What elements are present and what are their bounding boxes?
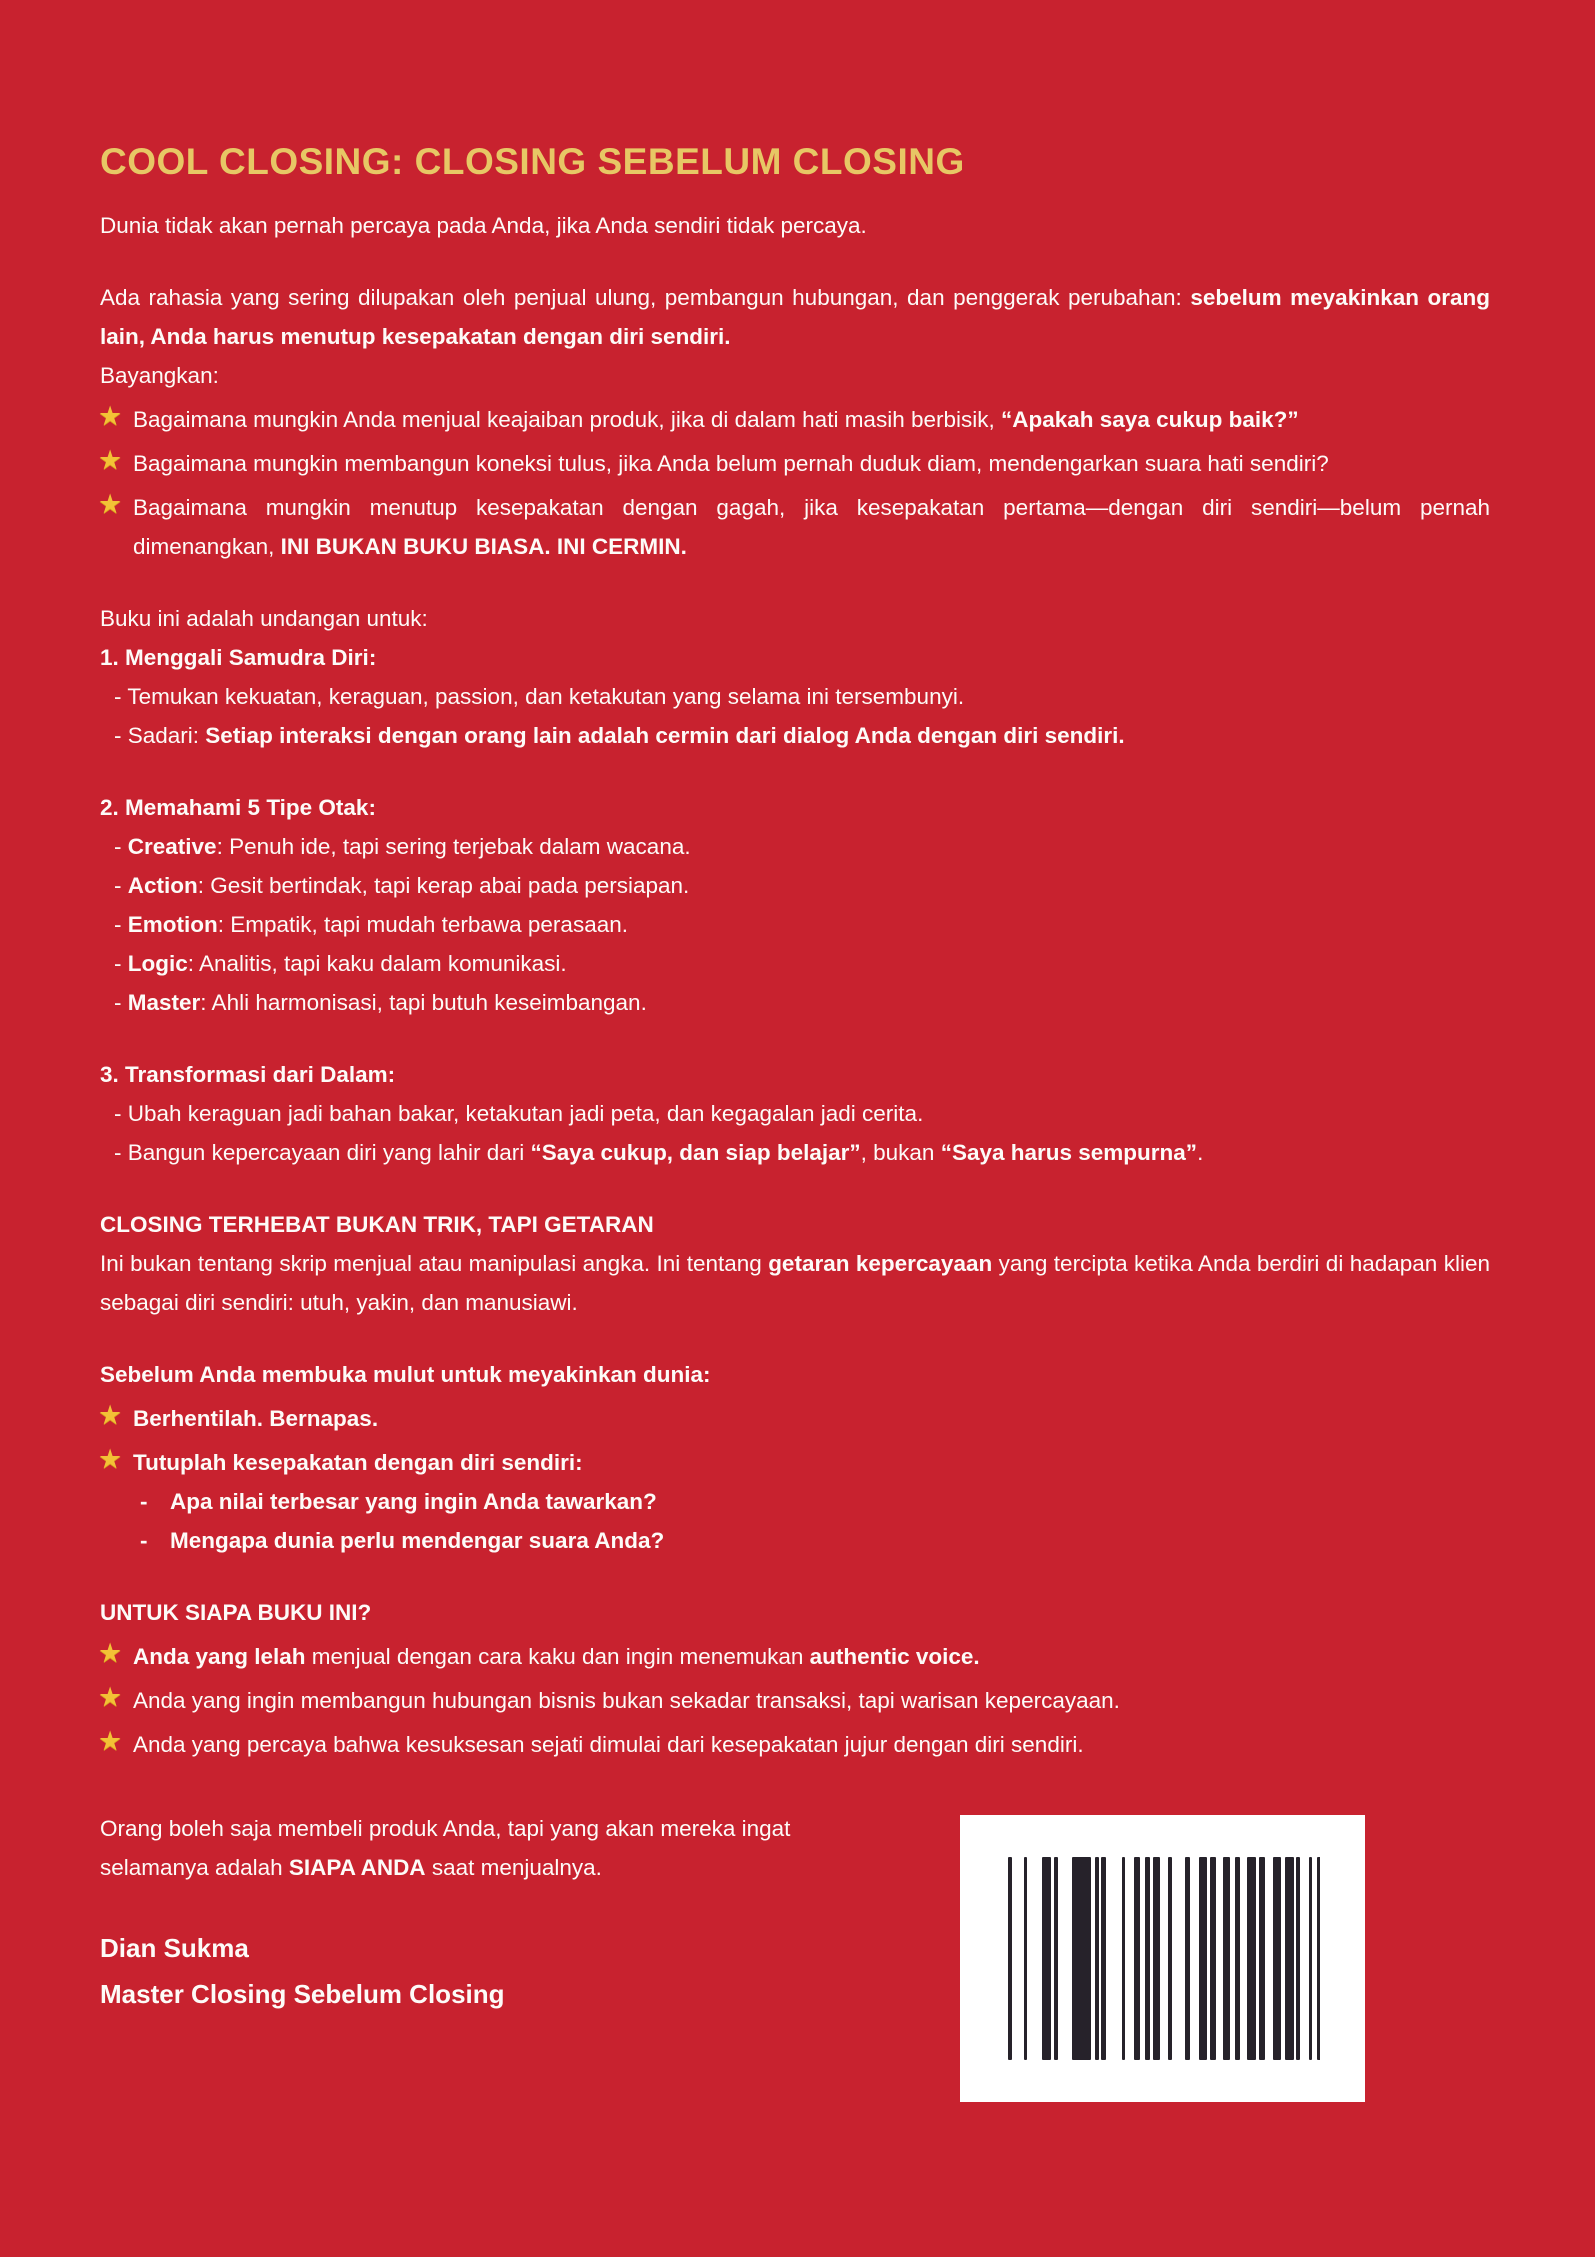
section-heading: UNTUK SIAPA BUKU INI? bbox=[100, 1600, 372, 1625]
barcode-gap bbox=[1216, 1857, 1223, 2060]
list-item: - Ubah keraguan jadi bahan bakar, ketakutan jadi peta, dan kegagalan jadi cerita. bbox=[114, 1101, 924, 1126]
list-item bbox=[100, 400, 1490, 439]
page-title: COOL CLOSING: CLOSING SEBELUM CLOSING bbox=[100, 141, 965, 182]
star-icon: ★ bbox=[98, 1726, 123, 1756]
barcode-bar bbox=[1285, 1857, 1294, 2060]
bullet-text: Bagaimana mungkin Anda menjual keajaiban produk, jika di dalam hati masih berbisik, “Apakah saya cukup baik?” bbox=[133, 407, 1299, 432]
author-name: Dian Sukma bbox=[100, 1933, 249, 1963]
before-speaking-lead: Sebelum Anda membuka mulut untuk meyakinkan dunia: bbox=[100, 1362, 711, 1387]
barcode-bar bbox=[1223, 1857, 1230, 2060]
barcode-bar bbox=[1273, 1857, 1281, 2060]
list-item: - Creative: Penuh ide, tapi sering terjebak dalam wacana. bbox=[114, 834, 691, 859]
bayangkan-label: Bayangkan: bbox=[100, 363, 219, 388]
closing-note: Orang boleh saja membeli produk Anda, tapi yang akan mereka ingat selamanya adalah SIAPA ANDA saat menjualnya. bbox=[100, 1816, 791, 1880]
section-heading: 1. Menggali Samudra Diri: bbox=[100, 645, 377, 670]
barcode bbox=[960, 1815, 1365, 2102]
bullet-text: Anda yang lelah menjual dengan cara kaku dan ingin menemukan authentic voice. bbox=[133, 1644, 980, 1669]
vibration-body: Ini bukan tentang skrip menjual atau manipulasi angka. Ini tentang getaran kepercayaan yang tercipta ketika Anda berdiri di hadapan klien sebagai diri sendiri: utuh, yakin, dan manusiawi. bbox=[100, 1251, 1490, 1315]
star-icon: ★ bbox=[98, 401, 123, 431]
list-item: - Sadari: Setiap interaksi dengan orang lain adalah cermin dari dialog Anda dengan diri sendiri. bbox=[114, 723, 1125, 748]
author-title: Master Closing Sebelum Closing bbox=[100, 1979, 505, 2009]
barcode-bar bbox=[1153, 1857, 1160, 2060]
star-icon: ★ bbox=[98, 1400, 123, 1430]
bullet-text: Berhentilah. Bernapas. bbox=[133, 1406, 379, 1431]
before-speaking-section bbox=[100, 1355, 1490, 1560]
intro-section bbox=[100, 278, 1490, 566]
barcode-gap bbox=[1058, 1857, 1072, 2060]
barcode-bar bbox=[1042, 1857, 1051, 2060]
barcode-gap bbox=[1265, 1857, 1273, 2060]
brain-types-section bbox=[100, 788, 1490, 1022]
list-item bbox=[100, 444, 1490, 483]
bullet-text: Anda yang percaya bahwa kesuksesan sejati dimulai dari kesepakatan jujur dengan diri sendiri. bbox=[133, 1732, 1084, 1757]
barcode-gap bbox=[1125, 1857, 1134, 2060]
star-icon: ★ bbox=[98, 1444, 123, 1474]
barcode-gap bbox=[1172, 1857, 1185, 2060]
cover-content bbox=[100, 140, 1490, 2017]
list-item bbox=[100, 1399, 1490, 1438]
barcode-gap bbox=[1240, 1857, 1247, 2060]
bullet-text: Tutuplah kesepakatan dengan diri sendiri: bbox=[133, 1450, 583, 1475]
tagline: Dunia tidak akan pernah percaya pada Anda, jika Anda sendiri tidak percaya. bbox=[100, 213, 867, 238]
list-item: - Temukan kekuatan, keraguan, passion, dan ketakutan yang selama ini tersembunyi. bbox=[114, 684, 965, 709]
list-item bbox=[100, 488, 1490, 566]
list-item: - Emotion: Empatik, tapi mudah terbawa perasaan. bbox=[114, 912, 628, 937]
list-item bbox=[100, 1443, 1490, 1482]
vibration-section bbox=[100, 1205, 1490, 1322]
list-item: - Action: Gesit bertindak, tapi kerap abai pada persiapan. bbox=[114, 873, 690, 898]
section-heading: CLOSING TERHEBAT BUKAN TRIK, TAPI GETARAN bbox=[100, 1212, 654, 1237]
barcode-gap bbox=[1190, 1857, 1199, 2060]
invitation-lead: Buku ini adalah undangan untuk: bbox=[100, 606, 428, 631]
bullet-text: Bagaimana mungkin membangun koneksi tulus, jika Anda belum pernah duduk diam, mendengarkan suara hati sendiri? bbox=[133, 451, 1329, 476]
star-icon: ★ bbox=[98, 489, 123, 519]
transformation-section bbox=[100, 1055, 1490, 1172]
list-item bbox=[100, 1725, 1490, 1764]
sub-question: - Apa nilai terbesar yang ingin Anda tawarkan? bbox=[140, 1489, 657, 1514]
list-item bbox=[100, 1681, 1490, 1720]
bullet-text: Anda yang ingin membangun hubungan bisnis bukan sekadar transaksi, tapi warisan kepercayaan. bbox=[133, 1688, 1120, 1713]
barcode-gap bbox=[1106, 1857, 1122, 2060]
star-icon: ★ bbox=[98, 1638, 123, 1668]
barcode-gap bbox=[1160, 1857, 1168, 2060]
barcode-bar bbox=[1199, 1857, 1207, 2060]
for-whom-section bbox=[100, 1593, 1490, 1764]
sub-question: - Mengapa dunia perlu mendengar suara Anda? bbox=[140, 1528, 665, 1553]
barcode-bar bbox=[1317, 1857, 1320, 2060]
star-icon: ★ bbox=[98, 445, 123, 475]
section-heading: 3. Transformasi dari Dalam: bbox=[100, 1062, 396, 1087]
list-item: - Logic: Analitis, tapi kaku dalam komunikasi. bbox=[114, 951, 567, 976]
invitation-section bbox=[100, 599, 1490, 755]
list-item: - Bangun kepercayaan diri yang lahir dari “Saya cukup, dan siap belajar”, bukan “Saya harus sempurna”. bbox=[114, 1140, 1204, 1165]
list-item: - Master: Ahli harmonisasi, tapi butuh keseimbangan. bbox=[114, 990, 647, 1015]
barcode-bars bbox=[1008, 1857, 1320, 2060]
bullet-text: Bagaimana mungkin menutup kesepakatan dengan gagah, jika kesepakatan pertama—dengan diri sendiri—belum pernah dimenangkan, INI BUKAN BUKU BIASA. INI CERMIN. bbox=[133, 495, 1490, 559]
star-icon: ★ bbox=[98, 1682, 123, 1712]
barcode-bar bbox=[1072, 1857, 1091, 2060]
barcode-gap bbox=[1012, 1857, 1024, 2060]
barcode-gap bbox=[1300, 1857, 1309, 2060]
barcode-gap bbox=[1027, 1857, 1042, 2060]
barcode-bar bbox=[1247, 1857, 1256, 2060]
section-heading: 2. Memahami 5 Tipe Otak: bbox=[100, 795, 376, 820]
list-item bbox=[100, 1637, 1490, 1676]
intro-paragraph: Ada rahasia yang sering dilupakan oleh penjual ulung, pembangun hubungan, dan penggerak perubahan: sebelum meyakinkan orang lain, Anda harus menutup kesepakatan dengan diri sendiri. bbox=[100, 285, 1490, 349]
